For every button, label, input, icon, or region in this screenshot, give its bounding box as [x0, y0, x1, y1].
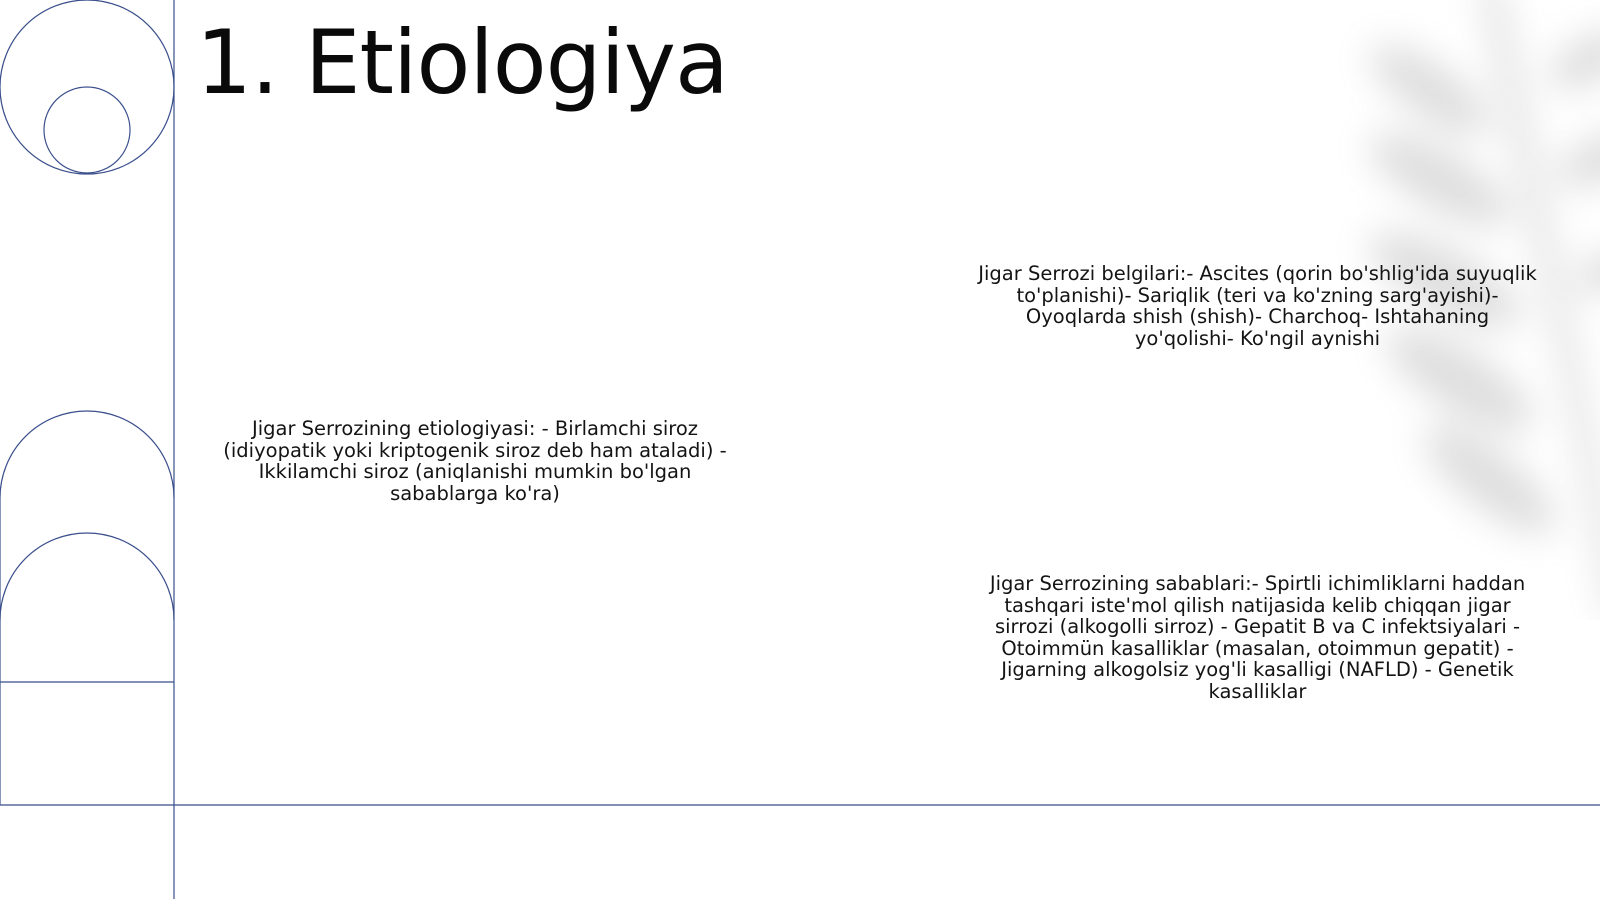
cirrhosis-causes-text: Jigar Serrozining sabablari:- Spirtli ichimliklarni haddan tashqari iste'mol qilish natijasida kelib chiqqan jigar sirrozi (alkogolli sirroz) - Gepatit B va C infektsiyalari - Otoimmün kasalliklar (masalan, otoimmun gepatit) - Jigarning alkogolsiz yog'li kasalligi (NAFLD) - Genetik kasalliklar — [989, 572, 1526, 703]
cirrhosis-signs-text: Jigar Serrozi belgilari:- Ascites (qorin bo'shlig'ida suyuqlik to'planishi)- Sariqlik (teri va ko'zning sarg'ayishi)- Oyoqlarda shish (shish)- Charchoq- Ishtahaning yo'qolishi- Ko'ngil aynishi — [978, 262, 1537, 350]
cirrhosis-etiology-text: Jigar Serrozining etiologiyasi: - Birlamchi siroz (idiyopatik yoki kriptogenik siroz deb ham ataladi) - Ikkilamchi siroz (aniqlanishi mumkin bo'lgan sabablarga ko'ra) — [223, 417, 727, 505]
slide-title: 1. Etiologiya — [196, 11, 728, 114]
